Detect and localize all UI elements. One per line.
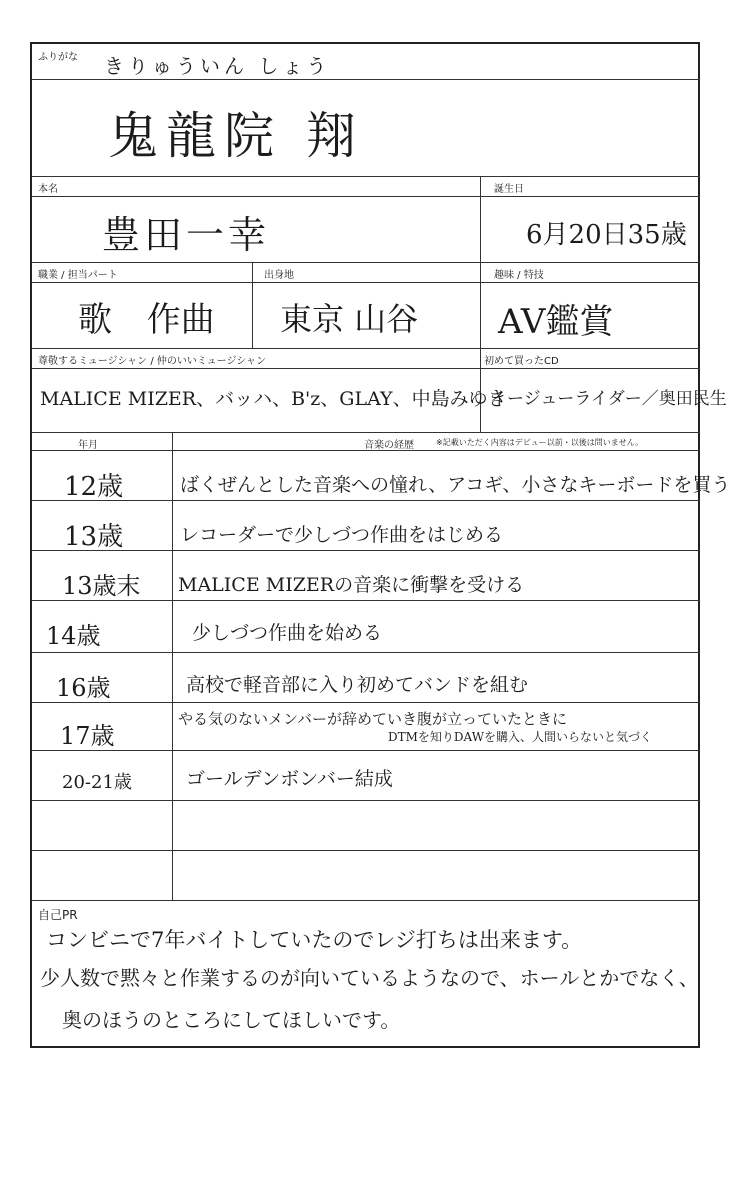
divider <box>32 79 700 80</box>
divider <box>32 800 700 801</box>
self-pr-line: 奥のほうのところにしてほしいです。 <box>62 1008 401 1032</box>
divider <box>32 176 700 177</box>
divider <box>32 850 700 851</box>
respected-value: MALICE MIZER、バッハ、B'z、GLAY、中島みゆき <box>40 388 507 410</box>
divider <box>32 282 700 283</box>
furigana-value: きりゅういん しょう <box>104 54 331 78</box>
career-age: 14歳 <box>46 622 101 650</box>
career-event-continued: DTMを知りDAWを購入、人間いらないと気づく <box>388 730 653 744</box>
job-value: 歌 作曲 <box>78 300 215 340</box>
divider <box>32 348 700 349</box>
divider <box>32 550 700 551</box>
divider <box>32 262 700 263</box>
first-cd-label: 初めて買ったCD <box>484 356 559 367</box>
divider <box>32 652 700 653</box>
career-age: 16歳 <box>56 674 111 702</box>
birthday-label: 誕生日 <box>494 184 524 195</box>
age-column-header: 年月 <box>78 440 98 451</box>
self-pr-line: コンビニで7年バイトしていたのでレジ打ちは出来ます。 <box>46 928 583 952</box>
real-name-label: 本名 <box>38 184 58 195</box>
career-event: MALICE MIZERの音楽に衝撃を受ける <box>178 574 525 596</box>
career-event: 少しづつ作曲を始める <box>192 622 383 644</box>
job-label: 職業 / 担当パート <box>38 270 118 281</box>
self-pr-label: 自己PR <box>38 908 78 922</box>
career-note: ※記載いただく内容はデビュー以前・以後は問いません。 <box>436 438 644 447</box>
career-column-header: 音楽の経歴 <box>364 440 414 451</box>
hobby-label: 趣味 / 特技 <box>494 270 544 281</box>
first-cd-value: イージューライダー／奥田民生 <box>490 389 727 409</box>
career-event: ばくぜんとした音楽への憧れ、アコギ、小さなキーボードを買う <box>180 474 730 496</box>
career-age: 12歳 <box>64 472 124 502</box>
hobby-value: AV鑑賞 <box>498 302 614 342</box>
birthplace-value: 東京 山谷 <box>280 300 419 338</box>
divider <box>32 368 700 369</box>
respected-label: 尊敬するミュージシャン / 仲のいいミュージシャン <box>38 356 267 367</box>
divider <box>480 262 481 348</box>
career-age: 20-21歳 <box>62 772 132 793</box>
career-event: ゴールデンボンバー結成 <box>186 768 393 790</box>
divider <box>32 750 700 751</box>
furigana-label: ふりがな <box>38 52 78 63</box>
real-name-value: 豊田一幸 <box>102 213 271 257</box>
career-age: 13歳 <box>64 522 124 552</box>
career-event: やる気のないメンバーが辞めていき腹が立っていたときに <box>178 710 567 728</box>
career-age: 17歳 <box>60 722 115 750</box>
divider <box>32 450 700 451</box>
self-pr-line: 少人数で黙々と作業するのが向いているようなので、ホールとかでなく、 <box>40 966 699 990</box>
profile-form <box>30 42 730 1048</box>
divider <box>32 702 700 703</box>
career-event: レコーダーで少しづつ作曲をはじめる <box>180 524 504 546</box>
career-age: 13歳末 <box>62 572 141 600</box>
divider <box>32 432 700 433</box>
career-event: 高校で軽音部に入り初めてバンドを組む <box>186 674 529 696</box>
divider <box>172 432 173 900</box>
divider <box>32 600 700 601</box>
divider <box>480 176 481 262</box>
divider <box>32 900 700 901</box>
stage-name-value: 鬼龍院 翔 <box>108 107 364 165</box>
birthplace-label: 出身地 <box>264 270 294 281</box>
birthday-value: 6月20日35歳 <box>526 220 687 250</box>
divider <box>252 262 253 348</box>
divider <box>32 196 700 197</box>
divider <box>32 500 700 501</box>
